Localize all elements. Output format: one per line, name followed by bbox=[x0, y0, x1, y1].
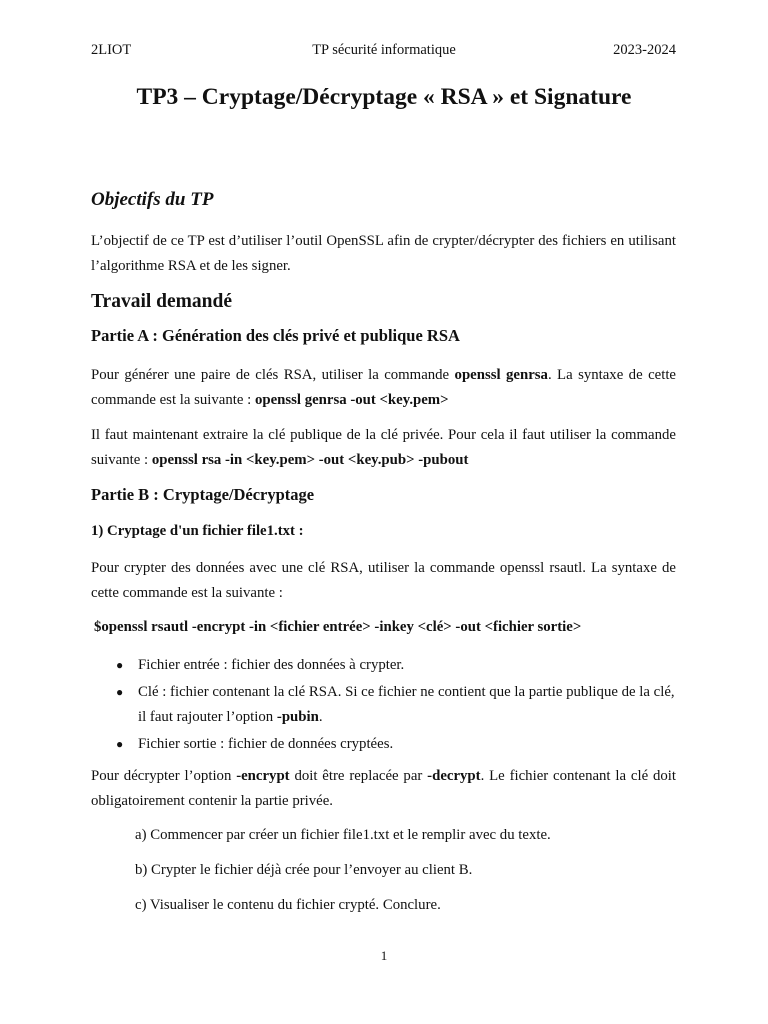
step-b: b) Crypter le fichier déjà crée pour l’envoyer au client B. bbox=[135, 862, 473, 878]
header-course-code: 2LIOT bbox=[91, 42, 132, 58]
list-item: ● Fichier entrée : fichier des données à crypter. bbox=[110, 653, 676, 678]
partie-a-paragraph-1: Pour générer une paire de clés RSA, utiliser la commande openssl genrsa. La syntaxe de cette commande est la suivante : openssl genrsa -out <key.pem> bbox=[91, 367, 676, 408]
bullet-icon: ● bbox=[116, 737, 124, 751]
header-academic-year: 2023-2024 bbox=[613, 42, 676, 58]
command-genrsa: openssl genrsa bbox=[454, 367, 548, 383]
page-number: 1 bbox=[380, 948, 388, 963]
travail-heading: Travail demandé bbox=[91, 291, 233, 312]
partie-b-paragraph-1: Pour crypter des données avec une clé RSA, utiliser la commande openssl rsautl. La syntaxe de cette commande est la suivante : bbox=[91, 560, 676, 601]
objectifs-heading: Objectifs du TP bbox=[91, 189, 214, 210]
command-rsautl-encrypt: $openssl rsautl -encrypt -in <fichier entrée> -inkey <clé> -out <fichier sortie> bbox=[94, 619, 582, 635]
page-title: TP3 – Cryptage/Décryptage « RSA » et Signature bbox=[136, 84, 632, 110]
bullet-icon: ● bbox=[116, 685, 124, 699]
header-course-title: TP sécurité informatique bbox=[312, 42, 456, 58]
command-genrsa-syntax: openssl genrsa -out <key.pem> bbox=[254, 392, 449, 408]
command-rsa-pubout: openssl rsa -in <key.pem> -out <key.pub> -pubout bbox=[151, 452, 469, 468]
list-item: ● Fichier sortie : fichier de données cryptées. bbox=[110, 732, 676, 757]
objectifs-paragraph: L’objectif de ce TP est d’utiliser l’outil OpenSSL afin de crypter/décrypter des fichiers en utilisant l’algorithme RSA et de les signer. bbox=[91, 233, 676, 274]
step-c: c) Visualiser le contenu du fichier crypté. Conclure. bbox=[135, 897, 441, 913]
partie-b-subheading-1: 1) Cryptage d'un fichier file1.txt : bbox=[91, 523, 304, 539]
partie-b-paragraph-2: Pour décrypter l’option -encrypt doit être replacée par -decrypt. Le fichier contenant la clé doit obligatoirement contenir la partie privée. bbox=[91, 768, 676, 809]
list-item: ● Clé : fichier contenant la clé RSA. Si ce fichier ne contient que la partie publique de la clé, il faut rajouter l’option -pubin. bbox=[110, 680, 676, 730]
options-list bbox=[110, 653, 676, 759]
step-a: a) Commencer par créer un fichier file1.txt et le remplir avec du texte. bbox=[135, 827, 551, 843]
partie-a-heading: Partie A : Génération des clés privé et publique RSA bbox=[91, 326, 460, 345]
partie-b-heading: Partie B : Cryptage/Décryptage bbox=[91, 485, 315, 504]
partie-a-paragraph-2: Il faut maintenant extraire la clé publique de la clé privée. Pour cela il faut utiliser la commande suivante : openssl rsa -in <key.pem> -out <key.pub> -pubout bbox=[91, 427, 676, 468]
bullet-icon: ● bbox=[116, 658, 124, 672]
